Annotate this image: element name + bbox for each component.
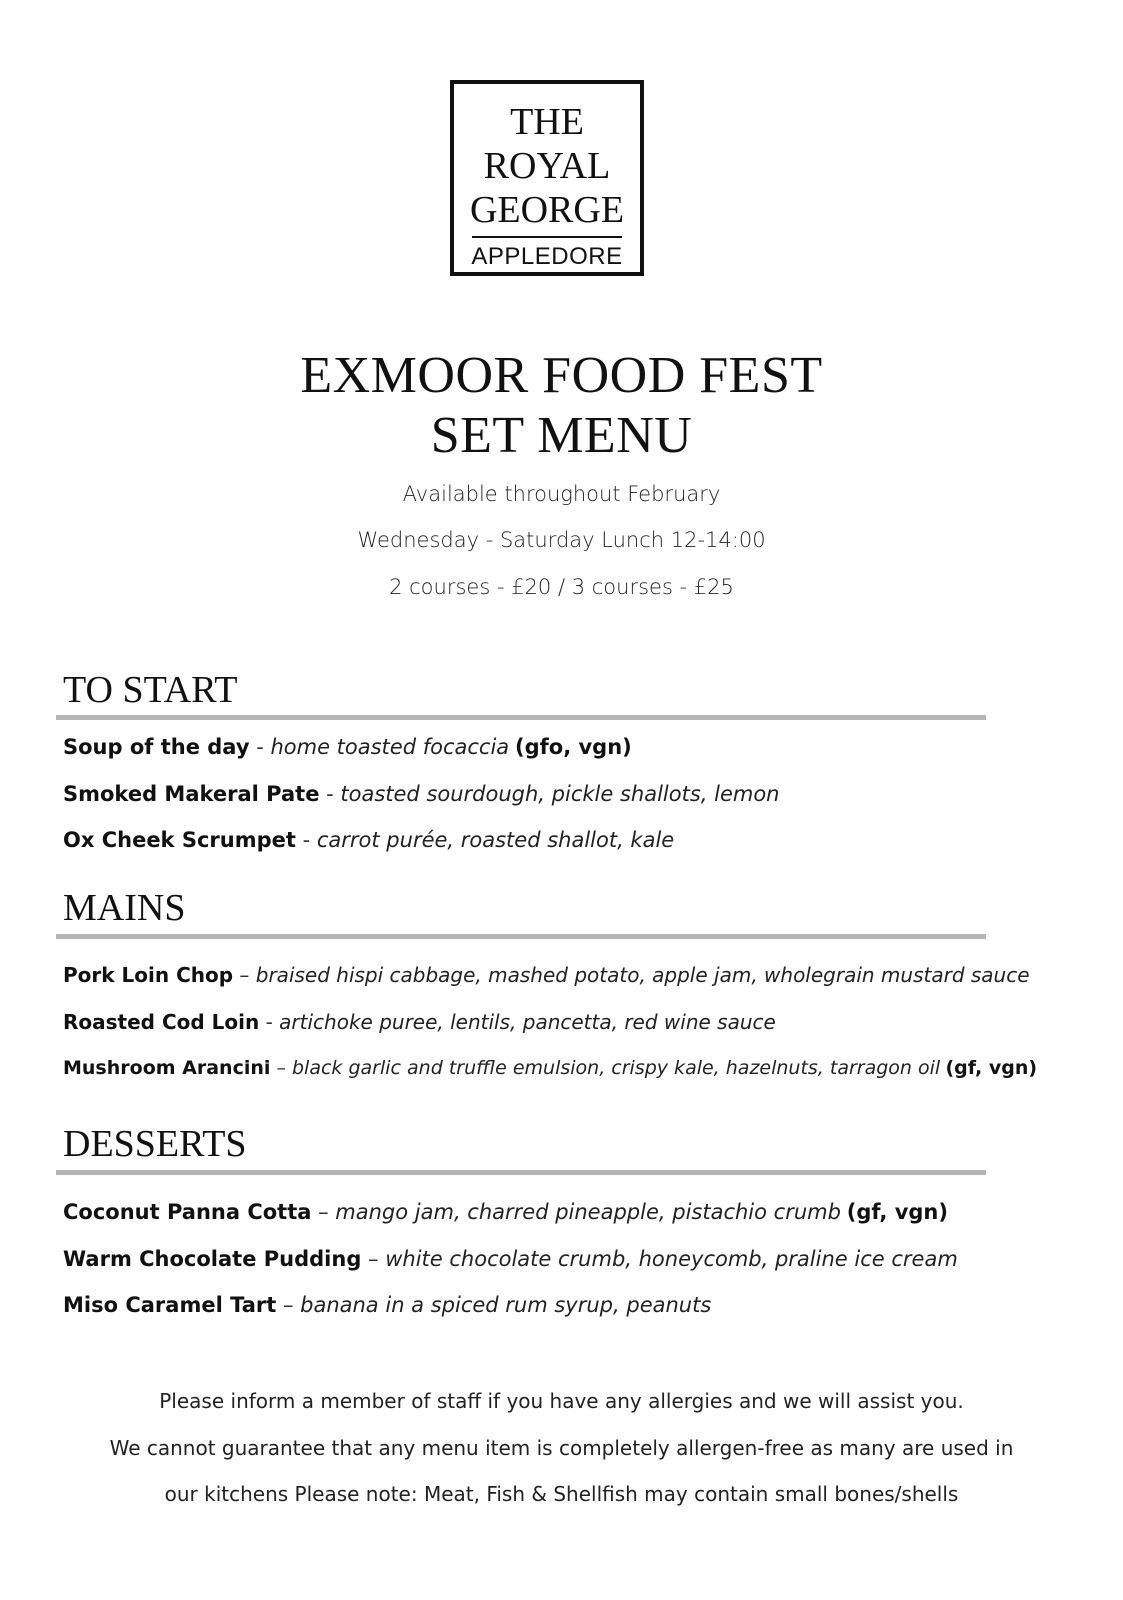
menu-item-separator: – [311,1200,336,1224]
restaurant-logo [450,80,644,276]
menu-item [63,1291,711,1320]
logo-line-the: THE [510,101,584,143]
menu-item-description: braised hispi cabbage, mashed potato, apple jam, wholegrain mustard sauce [255,963,1030,987]
logo-line-appledore: APPLEDORE [471,243,623,270]
menu-item-dietary-tags: (gfo, vgn) [515,735,632,759]
hours-text: Wednesday - Saturday Lunch 12-14:00 [357,528,766,552]
menu-item-description: artichoke puree, lentils, pancetta, red wine sauce [279,1010,776,1034]
allergy-notice-line-3: our kitchens Please note: Meat, Fish & Shellfish may contain small bones/shells [164,1482,959,1506]
menu-item-name: Ox Cheek Scrumpet [63,828,296,852]
section-divider [56,1170,986,1175]
menu-item-separator: - [295,828,317,852]
menu-item-separator: – [361,1247,386,1271]
menu-item-name: Smoked Makeral Pate [63,782,320,806]
menu-item-separator: - [319,782,341,806]
logo-divider [472,236,622,238]
logo-line-george: GEORGE [469,189,625,231]
menu-item-description: home toasted focaccia [270,735,510,759]
menu-item [63,961,1030,990]
menu-item-description: white chocolate crumb, honeycomb, praline ice cream [385,1247,958,1271]
menu-item-name: Coconut Panna Cotta [63,1200,312,1224]
menu-item-name: Mushroom Arancini [63,1057,271,1079]
menu-item-separator: - [259,1010,280,1034]
allergy-notice-line-1: Please inform a member of staff if you have any allergies and we will assist you. [159,1389,964,1413]
menu-item-separator: – [270,1057,292,1079]
menu-item-name: Warm Chocolate Pudding [63,1247,362,1271]
menu-item [63,1054,1037,1083]
section-divider [56,934,986,939]
logo-line-royal: ROYAL [483,145,611,187]
menu-item-name: Roasted Cod Loin [63,1010,260,1034]
menu-item-separator: – [233,963,256,987]
section-heading-desserts: DESSERTS [63,1123,247,1165]
menu-item-dietary-tags: (gf, vgn) [846,1200,948,1224]
menu-item [63,780,779,809]
menu-item [63,733,632,762]
section-divider [56,715,986,720]
menu-item [63,1245,958,1274]
menu-item-separator: – [276,1293,301,1317]
availability-text: Available throughout February [402,482,721,506]
pricing-text: 2 courses - £20 / 3 courses - £25 [389,575,734,599]
menu-item [63,1008,776,1037]
menu-item-name: Soup of the day [63,735,250,759]
menu-item-description: carrot purée, roasted shallot, kale [316,828,675,852]
menu-item-description: black garlic and truffle emulsion, crispy kale, hazelnuts, tarragon oil [292,1057,941,1079]
menu-item-dietary-tags: (gf, vgn) [945,1057,1038,1079]
menu-item-description: banana in a spiced rum syrup, peanuts [300,1293,712,1317]
menu-item-name: Pork Loin Chop [63,963,234,987]
menu-title-line-2: SET MENU [430,407,693,464]
menu-item [63,1198,948,1227]
section-heading-to-start: TO START [63,669,238,711]
menu-item-description: toasted sourdough, pickle shallots, lemon [340,782,780,806]
menu-item-name: Miso Caramel Tart [63,1293,277,1317]
menu-title-line-1: EXMOOR FOOD FEST [300,347,823,404]
menu-item-separator: - [249,735,271,759]
allergy-notice-line-2: We cannot guarantee that any menu item is completely allergen-free as many are used in [109,1436,1014,1460]
menu-item [63,826,674,855]
menu-item-description: mango jam, charred pineapple, pistachio crumb [335,1200,841,1224]
section-heading-mains: MAINS [63,887,186,929]
